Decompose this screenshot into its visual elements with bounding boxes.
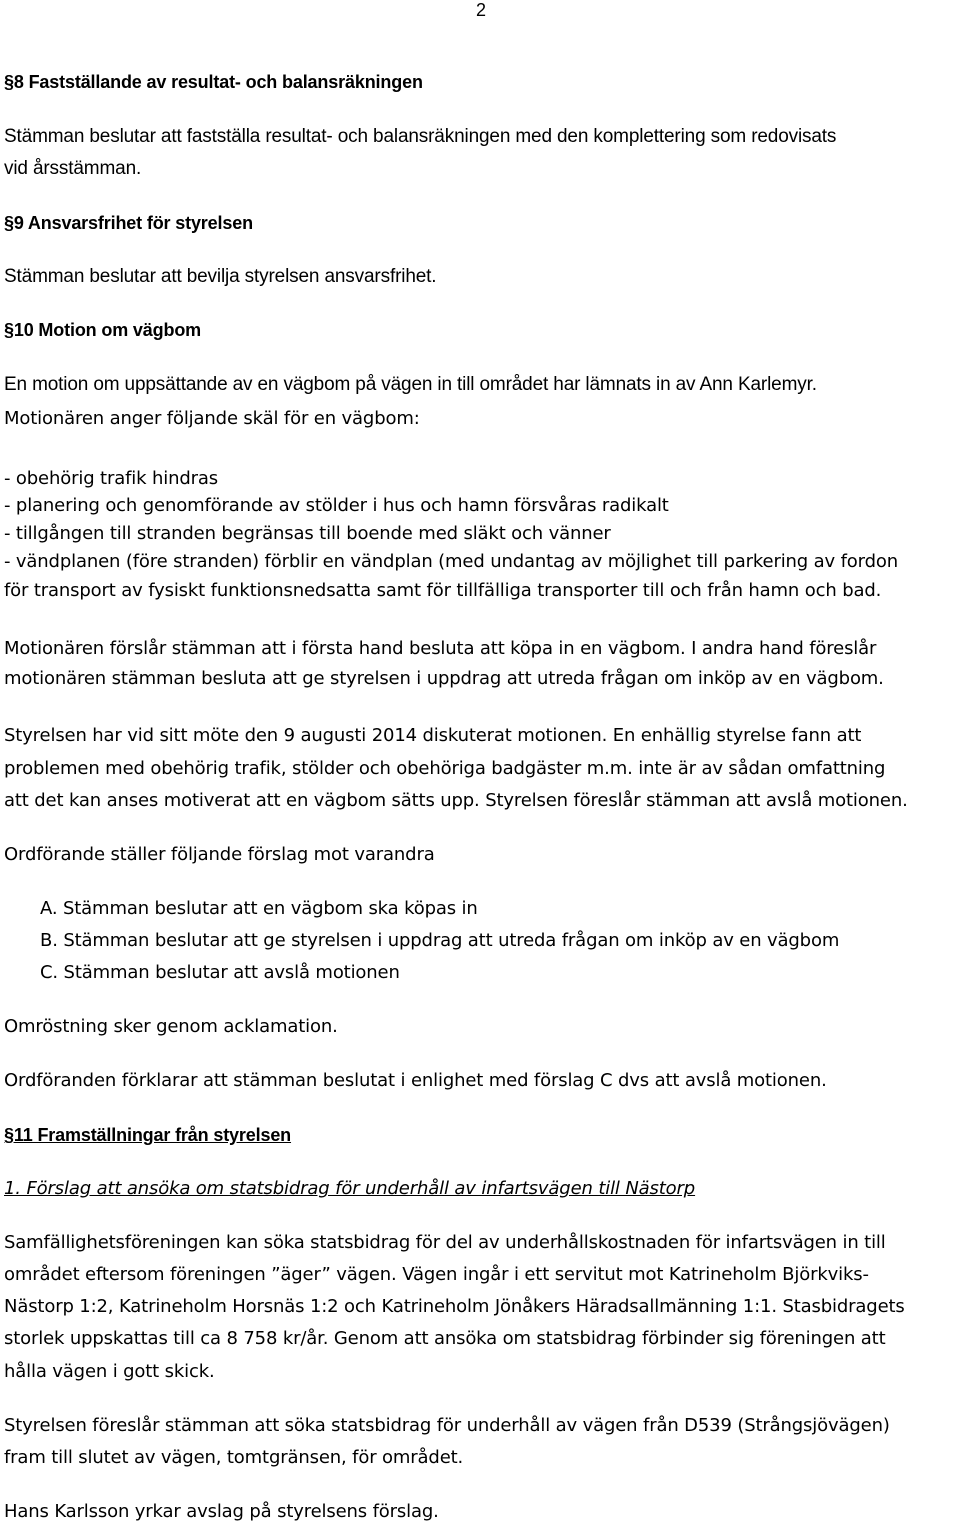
proposal-line: motionären stämman besluta att ge styrelsen i uppdrag att utreda frågan om inköp av en vägbom.: [4, 668, 884, 689]
section-8-text-line: vid årsstämman.: [4, 158, 142, 179]
reason-list-item: - obehörig trafik hindras: [4, 468, 218, 489]
section-10-intro-line: Motionären anger följande skäl för en vägbom:: [4, 408, 420, 429]
paragraph-line: Samfällighetsföreningen kan söka statsbidrag för del av underhållskostnaden för infartsvägen in till: [4, 1232, 886, 1253]
paragraph-line: storlek uppskattas till ca 8 758 kr/år. Genom att ansöka om statsbidrag förbinder sig föreningen att: [4, 1328, 886, 1349]
paragraph-line: hålla vägen i gott skick.: [4, 1361, 215, 1382]
board-statement-line: att det kan anses motiverat att en vägbom sätts upp. Styrelsen föreslår stämman att avslå motionen.: [4, 790, 908, 811]
page-number: 2: [476, 0, 487, 20]
section-9-text-line: Stämman beslutar att bevilja styrelsen ansvarsfrihet.: [4, 266, 437, 287]
objection-line: Hans Karlsson yrkar avslag på styrelsens förslag.: [4, 1501, 439, 1522]
vote-text: Omröstning sker genom acklamation.: [4, 1016, 338, 1037]
section-10-heading: §10 Motion om vägbom: [4, 320, 202, 340]
reason-list-item: - vändplanen (före stranden) förblir en vändplan (med undantag av möjlighet till parkering av fordon: [4, 551, 898, 572]
paragraph-line: Nästorp 1:2, Katrineholm Horsnäs 1:2 och Katrineholm Jönåkers Häradsallmänning 1:1. Stasbidragets: [4, 1296, 905, 1317]
option-item: C. Stämman beslutar att avslå motionen: [40, 962, 400, 983]
result-text: Ordföranden förklarar att stämman beslutat i enlighet med förslag C dvs att avslå motionen.: [4, 1070, 827, 1091]
paragraph-line: Styrelsen föreslår stämman att söka statsbidrag för underhåll av vägen från D539 (Strångsjövägen): [4, 1415, 890, 1436]
proposal-line: Motionären förslår stämman att i första hand besluta att köpa in en vägbom. I andra hand föreslår: [4, 638, 877, 659]
reason-list-item: för transport av fysiskt funktionsnedsatta samt för tillfälliga transporter till och från hamn och bad.: [4, 580, 882, 601]
option-item: B. Stämman beslutar att ge styrelsen i uppdrag att utreda frågan om inköp av en vägbom: [40, 930, 840, 951]
reason-list-item: - tillgången till stranden begränsas till boende med släkt och vänner: [4, 523, 611, 544]
chair-intro: Ordförande ställer följande förslag mot varandra: [4, 844, 435, 865]
section-8-text-line: Stämman beslutar att fastställa resultat- och balansräkningen med den komplettering som redovisats: [4, 126, 837, 147]
subsection-1-title: 1. Förslag att ansöka om statsbidrag för underhåll av infartsvägen till Nästorp: [4, 1178, 696, 1199]
paragraph-line: området eftersom föreningen ”äger” vägen. Vägen ingår i ett servitut mot Katrineholm Björkviks-: [4, 1264, 869, 1285]
section-8-heading: §8 Fastställande av resultat- och balansräkningen: [4, 72, 423, 92]
section-11-heading: §11 Framställningar från styrelsen: [4, 1125, 292, 1145]
paragraph-line: fram till slutet av vägen, tomtgränsen, för området.: [4, 1447, 464, 1468]
section-9-heading: §9 Ansvarsfrihet för styrelsen: [4, 213, 253, 233]
board-statement-line: Styrelsen har vid sitt möte den 9 augusti 2014 diskuterat motionen. En enhällig styrelse fann att: [4, 725, 862, 746]
option-item: A. Stämman beslutar att en vägbom ska köpas in: [40, 898, 478, 919]
section-10-intro-line: En motion om uppsättande av en vägbom på vägen in till området har lämnats in av Ann Karlemyr.: [4, 374, 817, 395]
reason-list-item: - planering och genomförande av stölder i hus och hamn försvåras radikalt: [4, 495, 669, 516]
board-statement-line: problemen med obehörig trafik, stölder och obehöriga badgäster m.m. inte är av sådan omfattning: [4, 758, 886, 779]
